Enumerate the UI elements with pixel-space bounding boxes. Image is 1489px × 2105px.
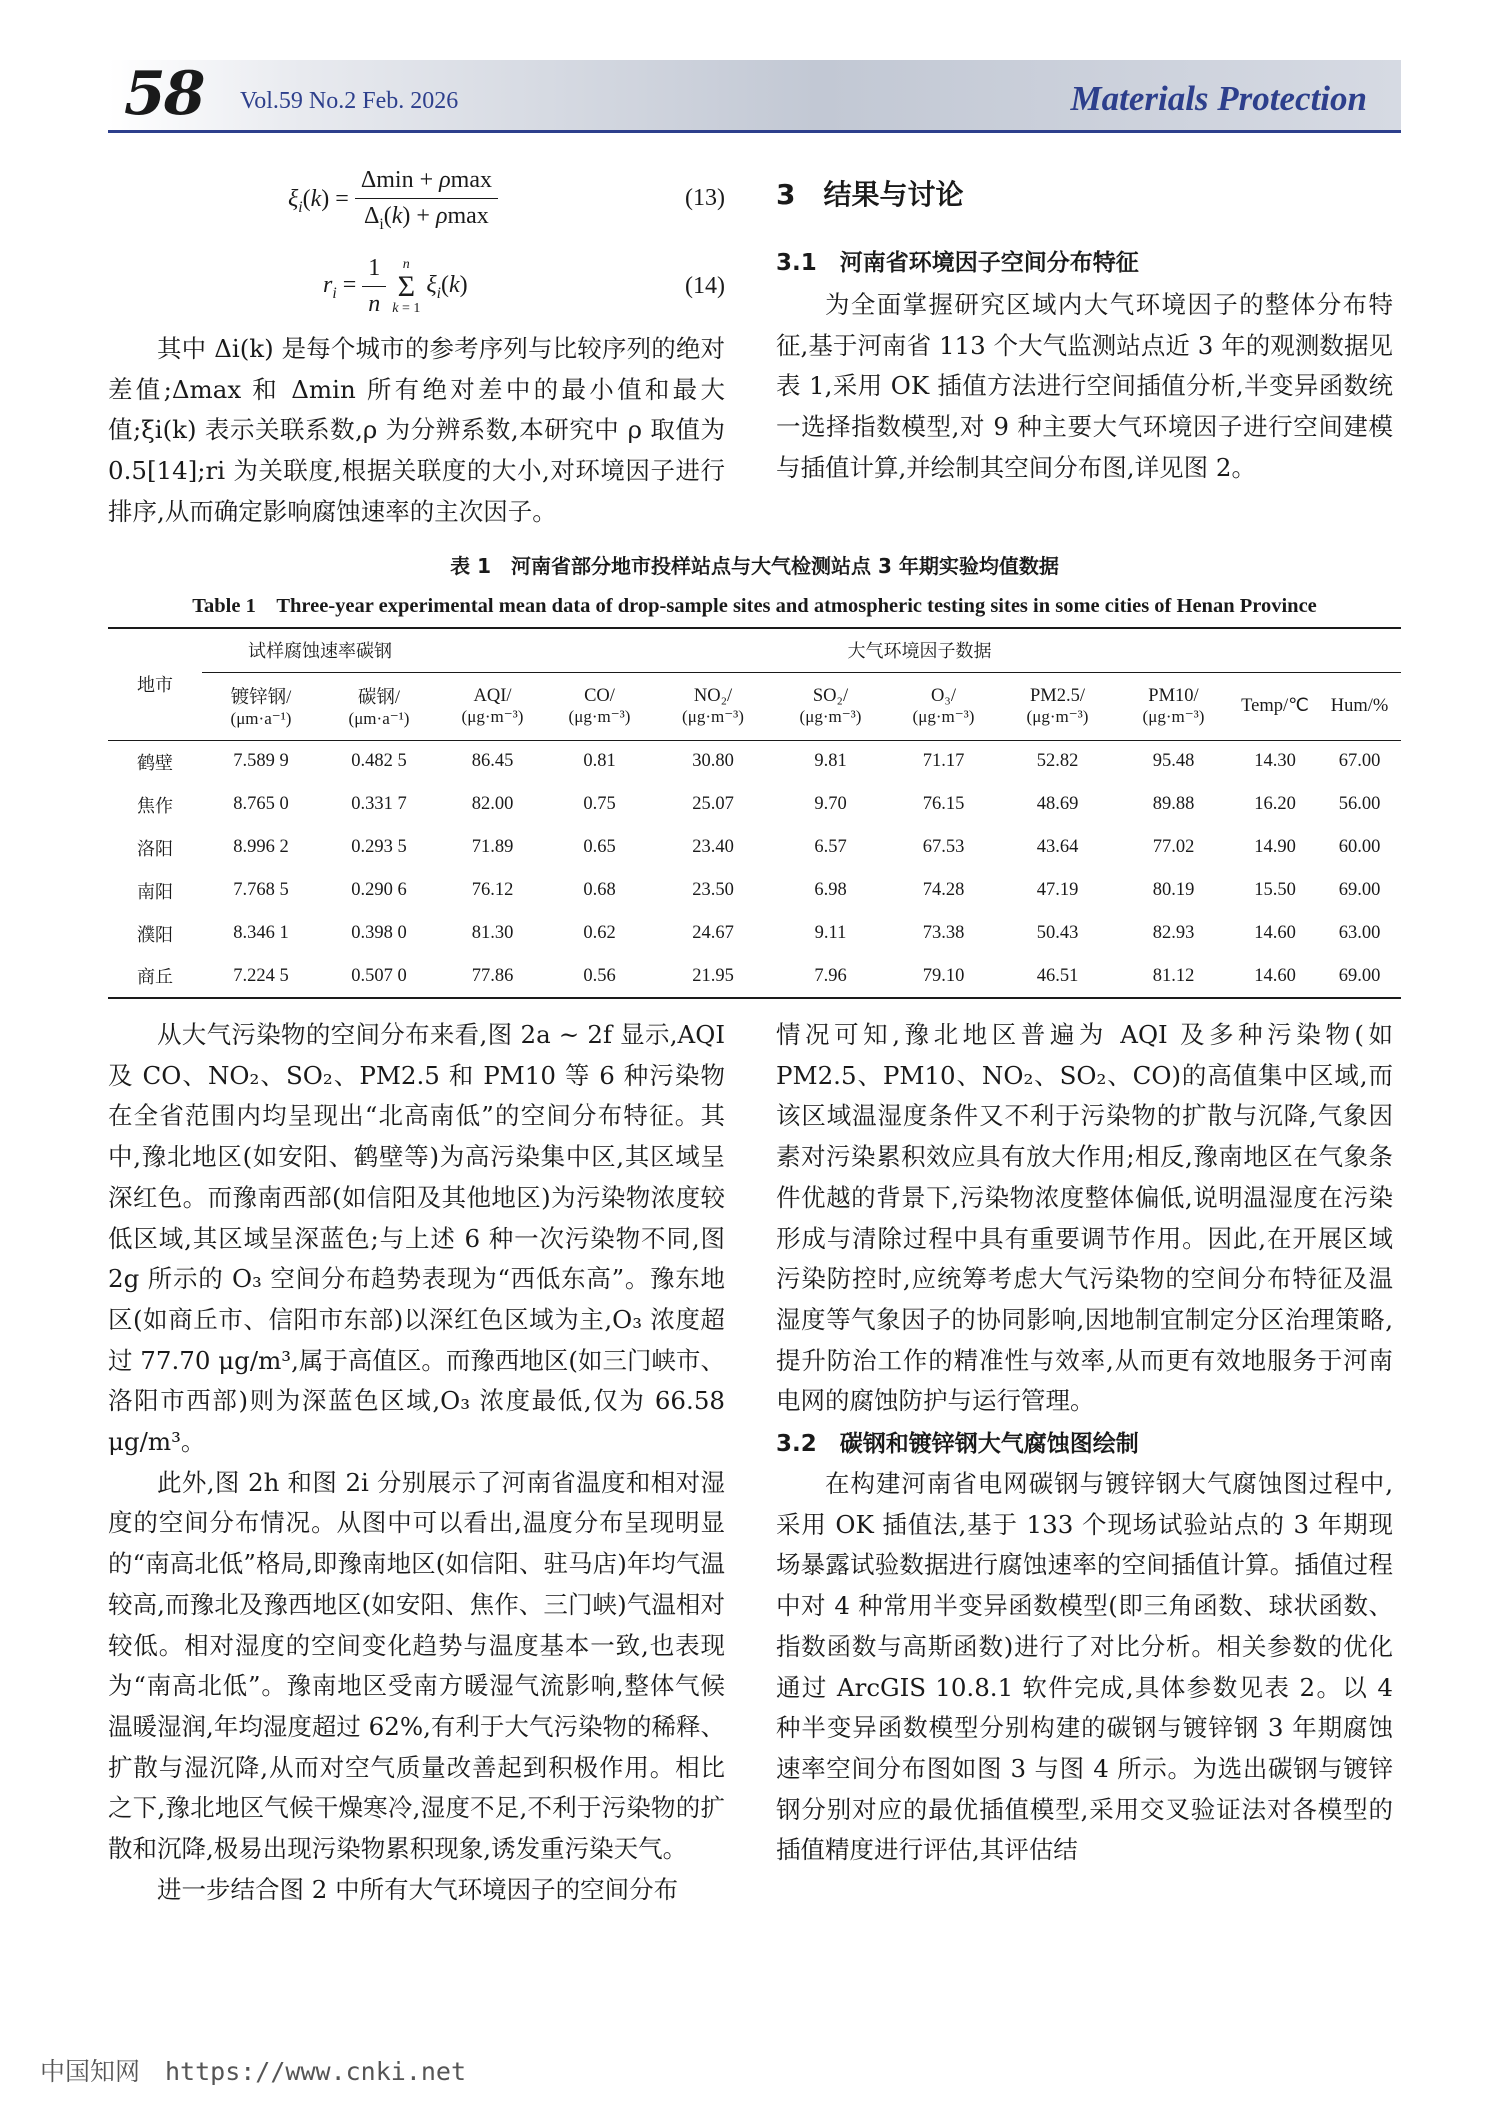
table-cell: 21.95 <box>692 965 734 986</box>
subsection-heading: 3.1 河南省环境因子空间分布特征 <box>776 250 1139 276</box>
table-cell: 8.996 2 <box>233 837 289 857</box>
city-header: 地市 <box>108 628 202 740</box>
table-cell: 63.00 <box>1338 923 1381 943</box>
paragraph: 其中 Δi(k) 是每个城市的参考序列与比较序列的绝对差值;Δmax 和 Δmin 所有绝对差中的最小值和最大值;ξi(k) 表示关联系数,ρ 为分辨系数,本研究中 ρ 取值为 0.5[14];ri 为关联度,根据关联度的大小,对环境因子进行排序,从而确定影响腐蚀速率的主次因子。 <box>108 334 725 526</box>
city-cell: 商丘 <box>137 967 173 988</box>
equation-13: $\xi_i(k)$ = $\frac{\Delta\min + \rho\max}{\Delta_i(k) + \rho\max}$ (13) <box>288 167 725 233</box>
table-cell: 74.28 <box>922 880 965 900</box>
data-table <box>108 627 1401 999</box>
column-header: Hum/% <box>1318 672 1401 740</box>
table-cell: 14.60 <box>1254 965 1296 986</box>
table-cell: 50.43 <box>1036 923 1079 943</box>
table-cell: 76.15 <box>922 794 965 814</box>
table-cell: 79.10 <box>922 965 965 986</box>
table-row <box>108 826 1401 869</box>
table-cell: 0.293 5 <box>351 837 407 857</box>
right-column-bottom <box>776 1015 1393 1871</box>
table-cell: 14.30 <box>1254 751 1296 772</box>
left-column-bottom <box>108 1015 725 1910</box>
running-header <box>108 60 1401 132</box>
group-header-environment: 大气环境因子数据 <box>438 628 1401 672</box>
table-cell: 69.00 <box>1338 880 1381 900</box>
column-header: AQI/ (μg·m⁻³) <box>438 672 547 740</box>
table-cell: 0.507 0 <box>351 965 407 986</box>
table-cell: 7.589 9 <box>233 751 289 772</box>
table-cell: 60.00 <box>1338 837 1381 857</box>
volume-info: Vol.59 No.2 Feb. 2026 <box>240 88 459 114</box>
table-cell: 76.12 <box>471 880 514 900</box>
table-row <box>108 740 1401 783</box>
equation-number: (13) <box>685 185 725 211</box>
table-cell: 95.48 <box>1152 751 1195 772</box>
table-cell: 73.38 <box>922 923 965 943</box>
table-cell: 71.89 <box>471 837 514 857</box>
table-cell: 43.64 <box>1036 837 1079 857</box>
column-header: O₃/ (μg·m⁻³) <box>887 672 1000 740</box>
table-cell: 0.68 <box>583 880 616 900</box>
journal-title: Materials Protection <box>1070 79 1367 118</box>
table-row <box>108 912 1401 955</box>
table-cell: 0.290 6 <box>351 880 407 900</box>
city-cell: 鹤壁 <box>137 752 173 774</box>
header-rule <box>108 130 1401 133</box>
column-header: NO₂/ (μg·m⁻³) <box>652 672 774 740</box>
table-cell: 0.62 <box>583 923 616 943</box>
column-header: PM10/ (μg·m⁻³) <box>1115 672 1232 740</box>
paragraph: 从大气污染物的空间分布来看,图 2a ~ 2f 显示,AQI 及 CO、NO₂、SO₂、PM2.5 和 PM10 等 6 种污染物在全省范围内均呈现出“北高南低”的空间分布特征。其中,豫北地区(如安阳、鹤壁等)为高污染集中区,其区域呈深红色。而豫南西部(如信阳及其他地区)为污染物浓度较低区域,其区域呈深蓝色;与上述 6 种一次污染物不同,图 2g 所示的 O₃ 空间分布趋势表现为“西低东高”。豫东地区(如商丘市、信阳市东部)以深红色区域为主,O₃ 浓度超过 77.70 μg/m³,属于高值区。而豫西地区(如三门峡市、洛阳市西部)则为深蓝色区域,O₃ 浓度最低,仅为 66.58 μg/m³。 <box>108 1020 725 1457</box>
group-header-corrosion: 试样腐蚀速率碳钢 <box>202 628 438 672</box>
table-cell: 86.45 <box>471 751 514 772</box>
table-cell: 14.60 <box>1254 923 1296 943</box>
table-cell: 0.81 <box>583 751 616 772</box>
city-cell: 濮阳 <box>137 924 173 946</box>
page-number: 58 <box>124 59 204 129</box>
left-column-top <box>108 329 725 533</box>
table-cell: 89.88 <box>1152 794 1195 814</box>
table-cell: 67.00 <box>1338 751 1381 772</box>
table-cell: 6.98 <box>814 880 847 900</box>
table-cell: 52.82 <box>1036 751 1079 772</box>
table-cell: 0.482 5 <box>351 751 407 772</box>
paragraph: 此外,图 2h 和图 2i 分别展示了河南省温度和相对湿度的空间分布情况。从图中可以看出,温度分布呈现明显的“南高北低”格局,即豫南地区(如信阳、驻马店)年均气温较高,而豫北及豫西地区(如安阳、焦作、三门峡)气温相对较低。相对湿度的空间变化趋势与温度基本一致,也表现为“南高北低”。豫南地区受南方暖湿气流影响,整体气候温暖湿润,年均湿度超过 62%,有利于大气污染物的稀释、扩散与湿沉降,从而对空气质量改善起到积极作用。相比之下,豫北地区气候干燥寒冷,湿度不足,不利于污染物的扩散和沉降,极易出现污染物累积现象,诱发重污染天气。 <box>108 1467 725 1864</box>
table-cell: 0.75 <box>583 794 616 814</box>
column-header: 镀锌钢/ (μm·a⁻¹) <box>202 672 320 740</box>
table-cell: 82.00 <box>471 794 514 814</box>
table-header-row <box>108 628 1401 672</box>
table-cell: 0.56 <box>583 965 616 986</box>
table-cell: 71.17 <box>922 751 965 772</box>
paragraph: 为全面掌握研究区域内大气环境因子的整体分布特征,基于河南省 113 个大气监测站点近 3 年的观测数据见表 1,采用 OK 插值方法进行空间插值分析,半变异函数统一选择指数模型,对 9 种主要大气环境因子进行空间建模与插值计算,并绘制其空间分布图,详见图 2。 <box>776 290 1393 482</box>
subsection-heading: 3.2 碳钢和镀锌钢大气腐蚀图绘制 <box>776 1431 1139 1458</box>
table-cell: 30.80 <box>692 751 734 772</box>
table-cell: 7.224 5 <box>233 965 289 986</box>
equation-14: $r_i$ = $\frac{1}{n}$ n Σ k = 1 $\xi_i(k)$ (14) <box>323 255 725 317</box>
table-cell: 7.768 5 <box>233 880 289 900</box>
table-caption-cn: 表 1 河南省部分地市投样站点与大气检测站点 3 年期实验均值数据 <box>450 554 1059 578</box>
table-cell: 6.57 <box>814 837 847 857</box>
section-heading: 3 结果与讨论 <box>776 178 964 211</box>
table-cell: 16.20 <box>1254 794 1296 814</box>
column-header: 碳钢/ (μm·a⁻¹) <box>320 672 438 740</box>
table-cell: 77.86 <box>471 965 514 986</box>
table-cell: 8.765 0 <box>233 794 289 814</box>
table-cell: 81.30 <box>471 923 514 943</box>
table-cell: 9.11 <box>814 923 847 943</box>
column-header: SO₂/ (μg·m⁻³) <box>774 672 887 740</box>
city-cell: 焦作 <box>137 795 173 817</box>
table-cell: 0.331 7 <box>351 794 407 814</box>
table-cell: 0.65 <box>583 837 616 857</box>
column-header: CO/ (μg·m⁻³) <box>547 672 652 740</box>
table-cell: 56.00 <box>1338 794 1381 814</box>
table-cell: 77.02 <box>1152 837 1195 857</box>
table-row <box>108 955 1401 998</box>
table-cell: 81.12 <box>1152 965 1195 986</box>
paragraph: 进一步结合图 2 中所有大气环境因子的空间分布 <box>157 1874 679 1904</box>
table-body <box>108 740 1401 998</box>
table-cell: 67.53 <box>922 837 965 857</box>
table-column-header-row <box>108 672 1401 740</box>
table-cell: 15.50 <box>1254 880 1296 900</box>
table-cell: 7.96 <box>814 965 847 986</box>
table-cell: 47.19 <box>1036 880 1079 900</box>
table-cell: 8.346 1 <box>233 923 289 943</box>
table-cell: 23.50 <box>692 880 734 900</box>
table-cell: 69.00 <box>1338 965 1381 986</box>
equation-number: (14) <box>685 273 725 299</box>
table-caption-en: Table 1 Three-year experimental mean data of drop-sample sites and atmospheric testing sites in some cities of Henan Province <box>192 595 1317 617</box>
table-cell: 24.67 <box>692 923 734 943</box>
table-cell: 48.69 <box>1036 794 1079 814</box>
table-cell: 23.40 <box>692 837 734 857</box>
table-row <box>108 783 1401 826</box>
right-column-top <box>776 175 1393 489</box>
paragraph: 情况可知,豫北地区普遍为 AQI 及多种污染物(如 PM2.5、PM10、NO₂、SO₂、CO)的高值集中区域,而该区域温湿度条件又不利于污染物的扩散与沉降,气象因素对污染累积效应具有放大作用;相反,豫南地区在气象条件优越的背景下,污染物浓度整体偏低,说明温湿度在污染形成与清除过程中具有重要调节作用。因此,在开展区域污染防控时,应统筹考虑大气污染物的空间分布特征及温湿度等气象因子的协同影响,因地制宜制定分区治理策略,提升防治工作的精准性与效率,从而更有效地服务于河南电网的腐蚀防护与运行管理。 <box>776 1020 1393 1416</box>
paragraph: 在构建河南省电网碳钢与镀锌钢大气腐蚀图过程中,采用 OK 插值法,基于 133 个现场试验站点的 3 年期现场暴露试验数据进行腐蚀速率的空间插值计算。插值过程中对 4 种常用半变异函数模型(即三角函数、球状函数、指数函数与高斯函数)进行了对比分析。相关参数的优化通过 ArcGIS 10.8.1 软件完成,具体参数见表 2。以 4 种半变异函数模型分别构建的碳钢与镀锌钢 3 年期腐蚀速率空间分布图如图 3 与图 4 所示。为选出碳钢与镀锌钢分别对应的最优插值模型,采用交叉验证法对各模型的插值精度进行评估,其评估结 <box>776 1469 1393 1865</box>
city-cell: 南阳 <box>137 881 173 903</box>
table-cell: 0.398 0 <box>351 923 407 943</box>
column-header: PM2.5/ (μg·m⁻³) <box>1000 672 1115 740</box>
table-row <box>108 869 1401 912</box>
watermark: 中国知网 https://www.cnki.net <box>40 2057 467 2086</box>
table-cell: 9.81 <box>814 751 847 772</box>
table-cell: 46.51 <box>1036 965 1079 986</box>
table-cell: 82.93 <box>1152 923 1195 943</box>
city-cell: 洛阳 <box>137 838 173 860</box>
table-cell: 25.07 <box>692 794 734 814</box>
column-header: Temp/℃ <box>1232 672 1318 740</box>
table-cell: 14.90 <box>1254 837 1296 857</box>
table-cell: 9.70 <box>814 794 847 814</box>
table-cell: 80.19 <box>1152 880 1195 900</box>
